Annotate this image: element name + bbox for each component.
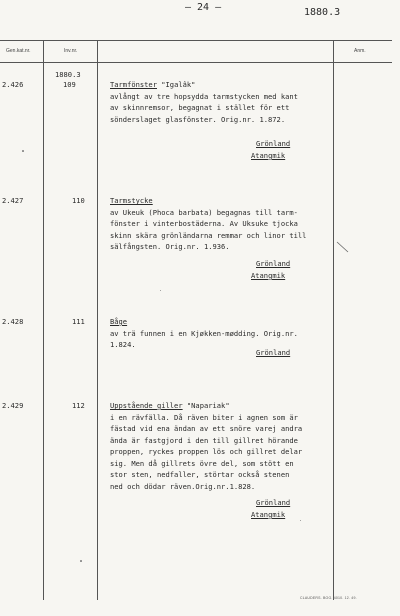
entry-text-line: fästad vid ena ändan av ett snöre varej andra: [110, 424, 303, 433]
entry-locality: Atangmik: [251, 271, 286, 280]
inventory-number: 109: [63, 80, 76, 89]
printer-mark: CLAUDERS. BOG. 4010. 12. 49.: [300, 596, 357, 600]
column-header-catalog: Gen.kat.nr.: [6, 48, 31, 54]
entry-place: Grönland: [256, 348, 291, 357]
page-number: – 24 –: [185, 2, 222, 13]
entry-title-suffix: "Igalâk": [156, 80, 196, 89]
entry-place: Grönland: [256, 139, 291, 148]
entry-locality: Atangmik: [251, 510, 286, 519]
entry-text-line: sälfångsten. Orig.nr. 1.936.: [110, 242, 230, 251]
entry-title: Tarmstycke: [110, 196, 153, 205]
entry-place: Grönland: [256, 498, 291, 507]
entry-text-line: ned och dödar räven.Orig.nr.1.828.: [110, 481, 256, 491]
column-divider-catalog: [43, 40, 44, 600]
entry-text-line: proppen, ryckes proppen lös och gillret delar: [110, 447, 303, 456]
column-divider-inventory: [97, 40, 98, 600]
year-marker: 1880.3: [55, 70, 81, 79]
entry-title: Tarmfönster: [110, 80, 157, 89]
pencil-mark-icon: [336, 240, 350, 254]
scan-speck: [22, 150, 24, 152]
entry-text-line: av Ukeuk (Phoca barbata) begagnas till tarm-: [110, 207, 298, 217]
inventory-number: 110: [72, 196, 85, 205]
catalog-number: 2.426: [2, 80, 24, 89]
entry-title-line: [110, 400, 230, 412]
scan-speck: [160, 290, 161, 291]
entry-title: Båge: [110, 317, 128, 326]
entry-place: Grönland: [256, 259, 291, 268]
scan-speck: [80, 560, 82, 562]
entry-title: Uppstående giller: [110, 401, 183, 410]
entry-locality: Atangmik: [251, 151, 286, 160]
entry-text-line: avlångt av tre hopsydda tarmstycken med kant: [110, 91, 298, 101]
catalog-number: 2.428: [2, 317, 24, 326]
column-divider-remarks: [333, 40, 334, 600]
entry-text-line: sönderslaget glasfönster. Orig.nr. 1.872.: [110, 114, 286, 124]
scan-speck: [300, 520, 301, 521]
entry-title-line: [110, 79, 195, 91]
column-header-remarks: Anm.: [354, 48, 366, 54]
inventory-number: 111: [72, 317, 85, 326]
catalog-number: 2.427: [2, 196, 24, 205]
catalog-number: 2.429: [2, 401, 24, 410]
entry-text-line: av skinnremsor, begagnat i stället för ett: [110, 103, 290, 112]
entry-text-line: i en rävfälla. Då räven biter i agnen som är: [110, 412, 298, 422]
entry-text-line: sig. Men då gillrets övre del, som stött en: [110, 458, 294, 468]
entry-text-line: stor sten, nedfaller, störtar också stenen: [110, 470, 290, 479]
entry-text-line: 1.824.: [110, 340, 136, 349]
entry-text-line: ända är fastgjord i den till gillret hörande: [110, 435, 298, 445]
entry-title-suffix: "Napariak": [182, 401, 230, 410]
entry-text-line: fönster i vinterbostäderna. Av Uksuke tjocka: [110, 219, 298, 228]
column-header-inventory: Inv.nr.: [64, 48, 78, 54]
entry-title-line: [110, 195, 153, 207]
entry-text-line: av trä funnen i en Kjøkken-mødding. Orig.nr.: [110, 328, 298, 338]
entry-title-line: [110, 316, 127, 328]
page-year: 1880.3: [304, 7, 341, 18]
entry-text-line: skinn skära grönländarna remmar och linor till: [110, 230, 307, 240]
inventory-number: 112: [72, 401, 85, 410]
